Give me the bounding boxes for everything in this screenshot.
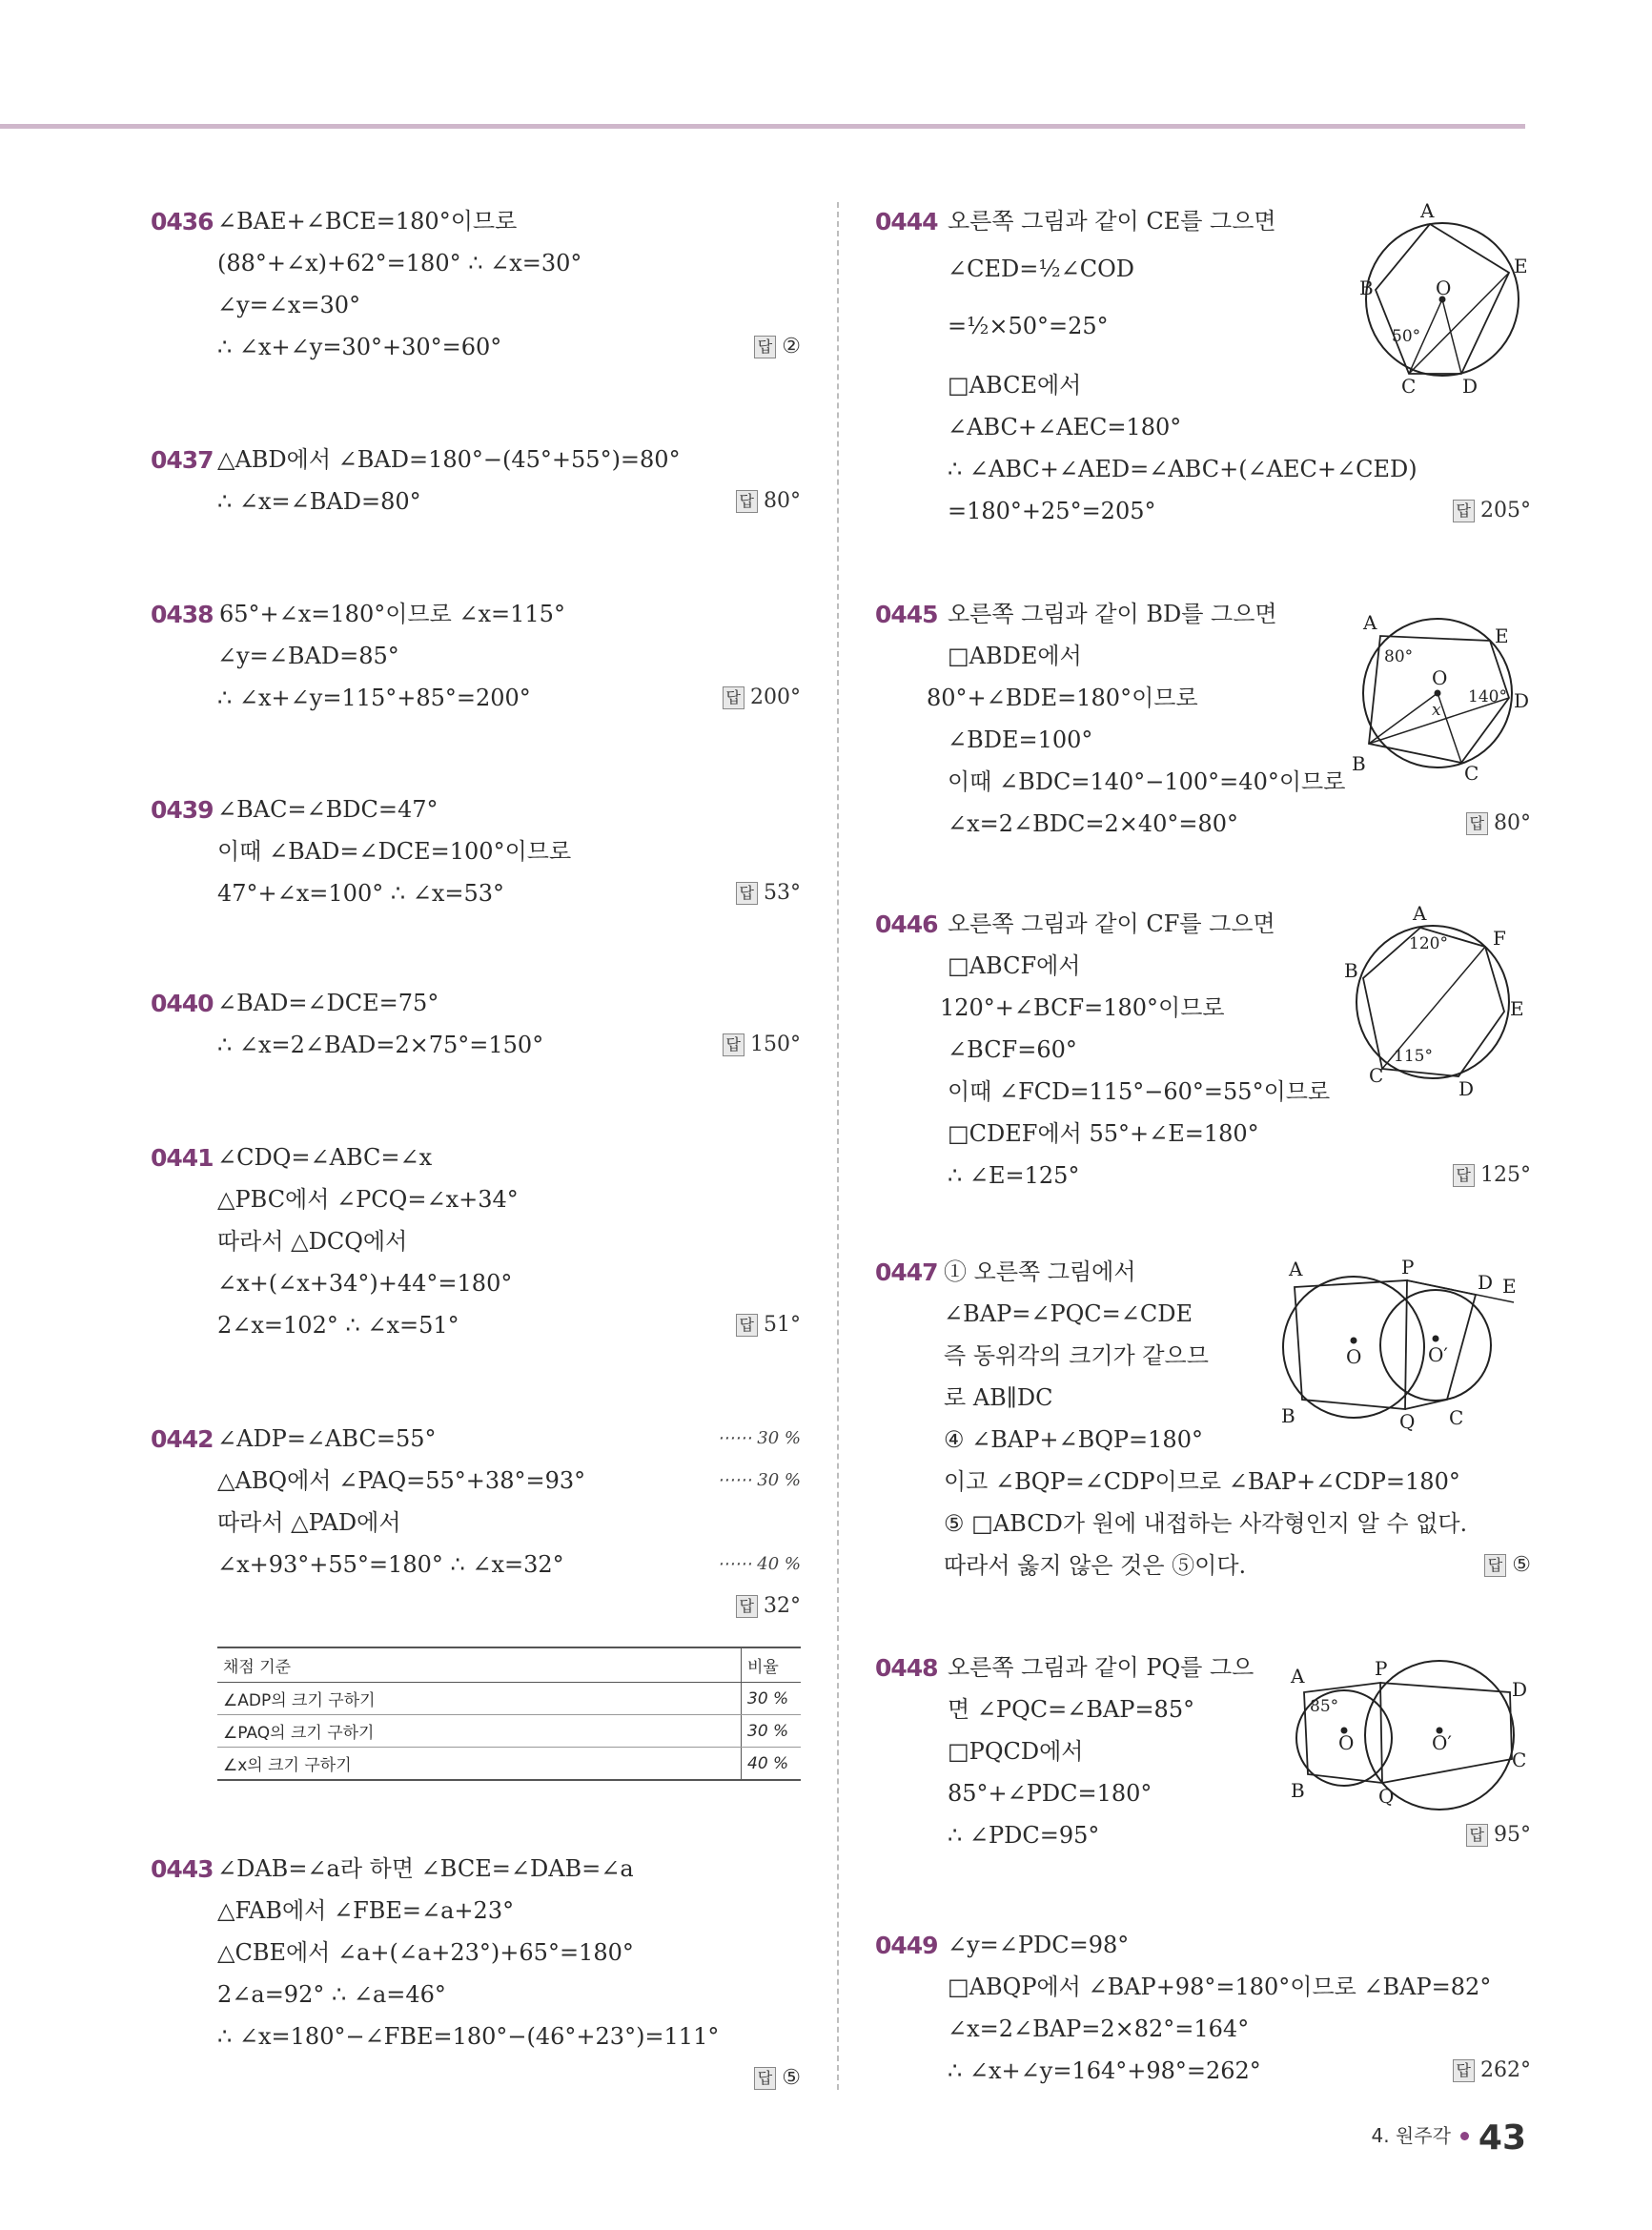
answer-value: 80° <box>1494 811 1531 835</box>
grading-header: 비율 <box>742 1647 802 1683</box>
solution-line: ∠CDQ=∠ABC=∠x <box>217 1144 433 1171</box>
point-label: C <box>1449 1406 1464 1429</box>
solution-line: ∠x=2∠BDC=2×40°=80° <box>948 810 1239 837</box>
solution-line: ∴ ∠x=180°−∠FBE=180°−(46°+23°)=111° <box>217 2023 720 2050</box>
grading-row <box>217 1683 801 1715</box>
answer <box>736 1586 801 1627</box>
point-label: B <box>1291 1779 1305 1802</box>
solution-line: ∠y=∠BAD=85° <box>217 643 399 669</box>
solution-line: △ABQ에서 ∠PAQ=55°+38°=93° <box>217 1467 586 1494</box>
angle-label: x <box>1432 701 1441 720</box>
solution-line: 오른쪽 그림과 같이 PQ를 그으 <box>948 1654 1254 1681</box>
answer-value: 32° <box>764 1594 801 1618</box>
problem-number: 0438 <box>151 601 214 628</box>
figure-0446 <box>1342 902 1533 1100</box>
point-label: O′ <box>1432 1731 1452 1754</box>
page-number: 43 <box>1478 2118 1526 2158</box>
answer-value: 53° <box>764 881 801 905</box>
answer <box>1466 1814 1531 1856</box>
answer <box>723 1024 801 1066</box>
problem-number: 0443 <box>151 1855 214 1883</box>
answer <box>1484 1545 1531 1586</box>
score-percent: ⋯⋯ 40 % <box>717 1554 801 1574</box>
solution-line: □ABCE에서 <box>948 372 1082 399</box>
angle-label: 140° <box>1468 687 1507 706</box>
solution-line: 47°+∠x=100° ∴ ∠x=53° <box>217 880 505 907</box>
point-label: A <box>1291 1665 1305 1688</box>
solution-line: ∠ABC+∠AEC=180° <box>948 414 1182 440</box>
answer-tag: 답 <box>1453 500 1475 522</box>
solution-line: ∠BDE=100° <box>948 726 1093 753</box>
answer-value: 200° <box>750 685 801 709</box>
solution-line: =½×50°=25° <box>948 313 1109 339</box>
problem-number: 0437 <box>151 446 214 474</box>
solution-line: □ABCF에서 <box>948 952 1081 979</box>
solution-line: 오른쪽 그림과 같이 CE를 그으면 <box>948 208 1276 235</box>
point-label: D <box>1458 1077 1475 1100</box>
point-label: B <box>1281 1404 1295 1427</box>
answer <box>736 1304 801 1346</box>
figure-0444 <box>1352 199 1533 398</box>
point-label: A <box>1413 902 1427 925</box>
solution-line: ∠BCF=60° <box>948 1036 1077 1063</box>
solution-line: 오른쪽 그림과 같이 BD를 그으면 <box>948 601 1277 627</box>
solution-line: 이때 ∠BAD=∠DCE=100°이므로 <box>217 838 572 865</box>
answer-value: 95° <box>1494 1823 1531 1847</box>
solution-line: □CDEF에서 55°+∠E=180° <box>948 1120 1259 1147</box>
solution-line: 120°+∠BCF=180°이므로 <box>940 994 1225 1021</box>
solution-line: ∠BAD=∠DCE=75° <box>217 990 439 1016</box>
answer-tag: 답 <box>736 1595 758 1618</box>
problem-number: 0445 <box>875 601 938 628</box>
answer-value: 205° <box>1480 499 1531 522</box>
point-label: A <box>1420 199 1435 222</box>
grading-ratio: 30 % <box>742 1683 802 1715</box>
page-footer <box>1371 2118 1526 2158</box>
point-label: E <box>1502 1275 1517 1298</box>
answer-tag: 답 <box>736 882 758 905</box>
answer-value: 51° <box>764 1313 801 1337</box>
problem-number: 0440 <box>151 990 214 1017</box>
solution-line: ∠y=∠PDC=98° <box>948 1932 1130 1958</box>
grading-header: 채점 기준 <box>217 1647 742 1683</box>
score-percent: ⋯⋯ 30 % <box>717 1428 801 1448</box>
solution-line: 면 ∠PQC=∠BAP=85° <box>948 1696 1195 1723</box>
solution-line: ∴ ∠x+∠y=30°+30°=60° <box>217 334 502 360</box>
problem-number: 0442 <box>151 1425 214 1453</box>
solution-line: 이때 ∠FCD=115°−60°=55°이므로 <box>948 1078 1331 1105</box>
answer-tag: 답 <box>723 1033 744 1056</box>
solution-line: ∠x=2∠BAP=2×82°=164° <box>948 2015 1250 2042</box>
point-label: D <box>1514 689 1530 712</box>
answer <box>1453 2050 1531 2092</box>
figure-0445 <box>1342 603 1533 784</box>
answer-value: ⑤ <box>782 2066 801 2090</box>
solution-line: 65°+∠x=180°이므로 ∠x=115° <box>219 601 565 627</box>
answer-tag: 답 <box>754 336 776 358</box>
point-label: B <box>1352 752 1366 775</box>
point-label: F <box>1493 927 1506 950</box>
point-label: O′ <box>1428 1343 1448 1366</box>
point-label: P <box>1401 1256 1415 1279</box>
answer-tag: 답 <box>1453 1164 1475 1187</box>
answer-value: ⑤ <box>1512 1553 1531 1577</box>
solution-line: ∴ ∠E=125° <box>948 1162 1080 1189</box>
problem-number: 0441 <box>151 1144 214 1172</box>
answer-value: 125° <box>1480 1163 1531 1187</box>
grading-row <box>217 1748 801 1781</box>
solution-line: □PQCD에서 <box>948 1738 1084 1765</box>
problem-number: 0436 <box>151 208 214 235</box>
solution-line: ∴ ∠ABC+∠AED=∠ABC+(∠AEC+∠CED) <box>948 456 1417 482</box>
point-label: O <box>1346 1345 1362 1368</box>
answer-tag: 답 <box>1466 812 1488 835</box>
solution-line: 이고 ∠BQP=∠CDP이므로 ∠BAP+∠CDP=180° <box>944 1468 1460 1495</box>
answer-value: 80° <box>764 489 801 513</box>
solution-line: 2∠x=102° ∴ ∠x=51° <box>217 1312 459 1339</box>
point-label: E <box>1514 255 1528 277</box>
top-rule <box>0 124 1525 129</box>
solution-line: 따라서 옳지 않은 것은 ⑤이다. <box>944 1552 1247 1579</box>
column-divider <box>837 202 839 2090</box>
solution-line: ∠DAB=∠a라 하면 ∠BCE=∠DAB=∠a <box>217 1855 634 1882</box>
grading-ratio: 40 % <box>742 1748 802 1781</box>
point-label: Q <box>1378 1785 1395 1808</box>
answer-tag: 답 <box>754 2067 776 2090</box>
angle-label: 85° <box>1310 1697 1339 1716</box>
answer-tag: 답 <box>736 1314 758 1337</box>
answer-tag: 답 <box>1484 1554 1506 1577</box>
solution-line: 따라서 △PAD에서 <box>217 1509 401 1536</box>
solution-line: ① 오른쪽 그림에서 <box>944 1258 1136 1285</box>
problem-number: 0448 <box>875 1654 938 1682</box>
point-label: C <box>1369 1064 1384 1087</box>
solution-line: ∠ADP=∠ABC=55° <box>217 1425 437 1452</box>
solution-line: ∴ ∠x+∠y=164°+98°=262° <box>948 2057 1261 2084</box>
point-label: D <box>1478 1271 1494 1294</box>
solution-line: 즉 동위각의 크기가 같으므 <box>944 1342 1209 1369</box>
point-label: B <box>1359 276 1374 299</box>
point-label: E <box>1495 624 1509 647</box>
answer <box>754 326 801 368</box>
solution-line: □ABQP에서 ∠BAP+98°=180°이므로 ∠BAP=82° <box>948 1974 1492 2000</box>
point-label: O <box>1436 276 1452 299</box>
point-label: C <box>1464 762 1479 785</box>
angle-label: 50° <box>1392 327 1421 346</box>
problem-number: 0446 <box>875 910 938 938</box>
solution-line: △FAB에서 ∠FBE=∠a+23° <box>217 1897 515 1924</box>
point-label: B <box>1344 959 1358 982</box>
solution-line: ∠CED=½∠COD <box>948 256 1134 282</box>
answer-value: 150° <box>750 1033 801 1056</box>
point-label: Q <box>1399 1410 1416 1433</box>
problem-number: 0439 <box>151 796 214 824</box>
grading-criterion: ∠PAQ의 크기 구하기 <box>217 1715 742 1748</box>
answer <box>723 677 801 719</box>
footer-dot <box>1460 2132 1469 2140</box>
solution-line: □ABDE에서 <box>948 643 1082 669</box>
grading-ratio: 30 % <box>742 1715 802 1748</box>
answer-tag: 답 <box>1466 1824 1488 1847</box>
angle-label: 120° <box>1409 934 1448 953</box>
figure-0447 <box>1275 1256 1523 1433</box>
solution-line: ∠BAP=∠PQC=∠CDE <box>944 1300 1193 1327</box>
solution-line: =180°+25°=205° <box>948 498 1156 524</box>
solution-line: ∠BAE+∠BCE=180°이므로 <box>217 208 518 235</box>
solution-line: ∠x+(∠x+34°)+44°=180° <box>217 1270 513 1297</box>
solution-line: ∴ ∠x+∠y=115°+85°=200° <box>217 685 531 711</box>
solution-line: 따라서 △DCQ에서 <box>217 1228 408 1255</box>
section-title: 4. 원주각 <box>1371 2124 1451 2147</box>
solution-line: ∴ ∠x=∠BAD=80° <box>217 488 421 515</box>
solution-line: △ABD에서 ∠BAD=180°−(45°+55°)=80° <box>217 446 681 473</box>
solution-line: 이때 ∠BDC=140°−100°=40°이므로 <box>948 768 1346 795</box>
solution-line: ∴ ∠PDC=95° <box>948 1822 1100 1849</box>
problem-number: 0447 <box>875 1258 938 1286</box>
answer <box>736 481 801 522</box>
answer-tag: 답 <box>1453 2059 1475 2082</box>
point-label: P <box>1375 1657 1388 1680</box>
grading-table <box>217 1647 801 1781</box>
point-label: A <box>1289 1258 1303 1280</box>
solution-line: △PBC에서 ∠PCQ=∠x+34° <box>217 1186 519 1213</box>
problem-number: 0449 <box>875 1932 938 1959</box>
point-label: D <box>1462 375 1479 398</box>
solution-line: ∴ ∠x=2∠BAD=2×75°=150° <box>217 1032 544 1058</box>
answer-value: ② <box>782 335 801 358</box>
solution-line: 로 AB∥DC <box>944 1384 1053 1411</box>
point-label: O <box>1432 666 1448 689</box>
point-label: E <box>1510 997 1524 1020</box>
answer <box>736 872 801 914</box>
answer <box>1453 1155 1531 1197</box>
point-label: C <box>1512 1749 1527 1771</box>
answer <box>754 2057 801 2099</box>
score-percent: ⋯⋯ 30 % <box>717 1470 801 1490</box>
solution-line: (88°+∠x)+62°=180° ∴ ∠x=30° <box>217 250 582 276</box>
solution-line: 80°+∠BDE=180°이므로 <box>927 685 1198 711</box>
point-label: A <box>1363 611 1377 634</box>
solution-line: ∠BAC=∠BDC=47° <box>217 796 438 823</box>
solution-line: △CBE에서 ∠a+(∠a+23°)+65°=180° <box>217 1939 634 1966</box>
point-label: O <box>1338 1731 1355 1754</box>
problem-number: 0444 <box>875 208 938 235</box>
point-label: C <box>1401 375 1417 398</box>
angle-label: 115° <box>1394 1047 1433 1066</box>
grading-criterion: ∠x의 크기 구하기 <box>217 1748 742 1781</box>
solution-line: 오른쪽 그림과 같이 CF를 그으면 <box>948 910 1275 937</box>
solution-line: 85°+∠PDC=180° <box>948 1780 1152 1807</box>
solution-line: ∠y=∠x=30° <box>217 292 361 318</box>
answer-tag: 답 <box>723 686 744 709</box>
solution-line: ∠x+93°+55°=180° ∴ ∠x=32° <box>217 1551 564 1578</box>
answer <box>1453 490 1531 532</box>
figure-0448 <box>1285 1654 1528 1816</box>
answer <box>1466 803 1531 845</box>
solution-line: ⑤ □ABCD가 원에 내접하는 사각형인지 알 수 없다. <box>944 1510 1468 1537</box>
solution-line: ④ ∠BAP+∠BQP=180° <box>944 1426 1203 1453</box>
grading-criterion: ∠ADP의 크기 구하기 <box>217 1683 742 1715</box>
solution-line: 2∠a=92° ∴ ∠a=46° <box>217 1981 446 2008</box>
grading-row <box>217 1715 801 1748</box>
answer-tag: 답 <box>736 490 758 513</box>
angle-label: 80° <box>1384 647 1414 666</box>
answer-value: 262° <box>1480 2058 1531 2082</box>
point-label: D <box>1512 1678 1528 1701</box>
